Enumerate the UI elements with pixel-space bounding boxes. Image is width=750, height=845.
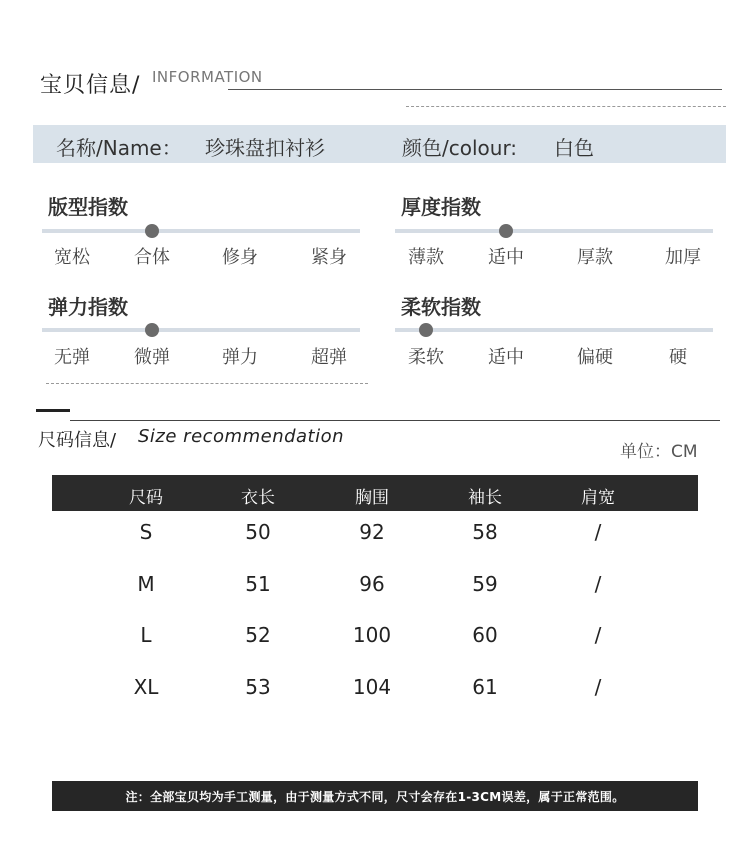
measurement-note: 注：全部宝贝均为手工测量，由于测量方式不同，尺寸会存在1-3CM误差，属于正常范围。: [125, 790, 625, 804]
elasticity-index-marker: [145, 323, 159, 337]
table-cell-size: M: [137, 572, 155, 596]
softness-index-marker: [419, 323, 433, 337]
size-info-title-en: Size recommendation: [138, 426, 345, 447]
table-cell-size: L: [140, 623, 152, 647]
softness-index-track: [395, 328, 713, 332]
colour-label: 颜色/colour:: [402, 136, 518, 160]
softness-level-label: 硬: [669, 347, 687, 368]
header-dashed-divider: [406, 106, 726, 107]
elasticity-level-label: 微弹: [134, 347, 170, 368]
name-label: 名称/Name：: [56, 136, 182, 160]
colour-value: 白色: [554, 136, 594, 160]
fit-index-title: 版型指数: [48, 195, 128, 219]
fit-level-label: 紧身: [311, 247, 347, 268]
table-cell-length: 53: [245, 675, 271, 699]
fit-level-label: 宽松: [54, 247, 90, 268]
section-accent-bar: [36, 409, 70, 412]
product-info-title-en: INFORMATION: [152, 68, 263, 86]
softness-level-label: 柔软: [408, 347, 444, 368]
thickness-level-label: 厚款: [577, 247, 613, 268]
name-value: 珍珠盘扣衬衫: [205, 136, 325, 160]
elasticity-index-track: [42, 328, 360, 332]
header-sleeve: 袖长: [468, 488, 502, 508]
fit-index-track: [42, 229, 360, 233]
header-underline: [228, 89, 722, 90]
table-cell-shoulder: /: [594, 675, 602, 699]
table-cell-sleeve: 60: [472, 623, 498, 647]
softness-level-label: 偏硬: [577, 347, 613, 368]
softness-level-label: 适中: [488, 347, 524, 368]
elasticity-level-label: 弹力: [222, 347, 258, 368]
table-cell-sleeve: 58: [472, 520, 498, 544]
header-shoulder: 肩宽: [581, 488, 615, 508]
thickness-index-title: 厚度指数: [401, 195, 481, 219]
thickness-level-label: 薄款: [408, 247, 444, 268]
section-dashed-divider: [46, 383, 368, 384]
size-info-title: 尺码信息/: [38, 430, 117, 451]
thickness-index-track: [395, 229, 713, 233]
fit-index-marker: [145, 224, 159, 238]
table-cell-sleeve: 59: [472, 572, 498, 596]
table-cell-length: 51: [245, 572, 271, 596]
table-cell-size: S: [139, 520, 153, 544]
table-cell-bust: 100: [352, 623, 392, 647]
product-info-title: 宝贝信息/: [40, 73, 141, 98]
table-cell-shoulder: /: [594, 623, 602, 647]
table-cell-bust: 96: [359, 572, 385, 596]
table-cell-shoulder: /: [594, 520, 602, 544]
table-cell-bust: 104: [352, 675, 392, 699]
fit-level-label: 合体: [134, 247, 170, 268]
unit-label: 单位：CM: [620, 442, 698, 462]
thickness-level-label: 加厚: [665, 247, 701, 268]
table-cell-shoulder: /: [594, 572, 602, 596]
header-length: 衣长: [241, 488, 275, 508]
thickness-level-label: 适中: [488, 247, 524, 268]
table-cell-size: XL: [133, 675, 159, 699]
thickness-index-marker: [499, 224, 513, 238]
header-size: 尺码: [129, 488, 163, 508]
softness-index-title: 柔软指数: [401, 295, 481, 319]
header-bust: 胸围: [355, 488, 389, 508]
table-cell-bust: 92: [359, 520, 385, 544]
table-cell-length: 52: [245, 623, 271, 647]
section-rule: [70, 420, 720, 421]
elasticity-level-label: 无弹: [54, 347, 90, 368]
fit-level-label: 修身: [222, 247, 258, 268]
elasticity-index-title: 弹力指数: [48, 295, 128, 319]
table-cell-length: 50: [245, 520, 271, 544]
table-cell-sleeve: 61: [472, 675, 498, 699]
elasticity-level-label: 超弹: [311, 347, 347, 368]
